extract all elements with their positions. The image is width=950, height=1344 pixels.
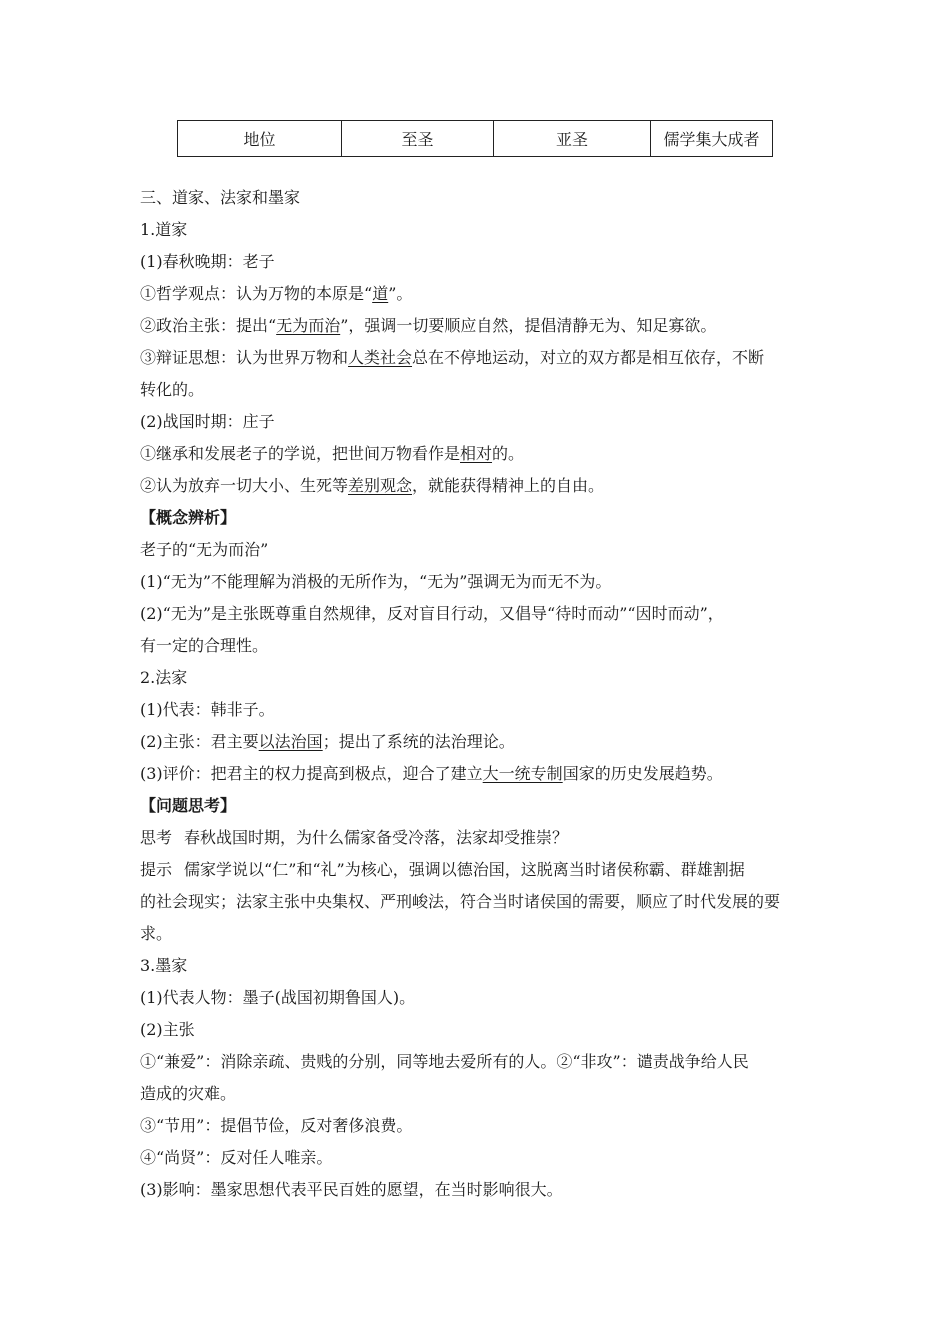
question-tag: 思考 bbox=[140, 828, 173, 847]
laozi-philosophy bbox=[140, 278, 820, 310]
keyword-unified-autocracy: 大一统专制 bbox=[482, 764, 563, 783]
table-cell-rujia: 儒学集大成者 bbox=[651, 121, 773, 157]
text-segment: 总在不停地运动，对立的双方都是相互依存，不断 bbox=[412, 348, 765, 367]
text-segment: ；提出了系统的法治理论。 bbox=[322, 732, 515, 751]
fajia-title: 2.法家 bbox=[140, 668, 188, 687]
concept-point-2-cont: 有一定的合理性。 bbox=[140, 636, 269, 655]
answer-text-cont-1: 的社会现实；法家主张中央集权、严刑峻法，符合当时诸侯国的需要，顺应了时代发展的要 bbox=[140, 892, 781, 911]
text-segment: ①哲学观点：认为万物的本原是“ bbox=[140, 284, 373, 303]
question-label: 【问题思考】 bbox=[140, 796, 237, 815]
text-segment: ①继承和发展老子的学说，把世间万物看作是 bbox=[140, 444, 461, 463]
keyword-dao: 道 bbox=[372, 284, 389, 303]
text-segment: 国家的历史发展趋势。 bbox=[562, 764, 723, 783]
keyword-wuwei: 无为而治 bbox=[276, 316, 341, 335]
fajia-evaluation bbox=[140, 758, 820, 790]
text-segment: ②认为放弃一切大小、生死等 bbox=[140, 476, 349, 495]
concept-point-2: (2)“无为”是主张既尊重自然规律，反对盲目行动，又倡导“待时而动”“因时而动”， bbox=[140, 604, 724, 623]
text-segment: 的。 bbox=[492, 444, 525, 463]
text-segment: 春秋战国时期，为什么儒家备受冷落，法家却受推崇？ bbox=[184, 828, 569, 847]
fajia-representative: (1)代表：韩非子。 bbox=[140, 700, 275, 719]
mojia-influence: (3)影响：墨家思想代表平民百姓的愿望，在当时影响很大。 bbox=[140, 1180, 563, 1199]
zhuangzi-point-2 bbox=[140, 470, 820, 502]
concept-title: 老子的“无为而治” bbox=[140, 540, 269, 559]
keyword-rule-of-law: 以法治国 bbox=[258, 732, 323, 751]
answer-text bbox=[140, 854, 820, 886]
table-cell-zhisheng: 至圣 bbox=[342, 121, 494, 157]
table-cell-yasheng: 亚圣 bbox=[494, 121, 651, 157]
text-segment: 儒家学说以“仁”和“礼”为核心，强调以德治国，这脱离当时诸侯称霸、群雄割据 bbox=[184, 860, 745, 879]
answer-text-cont-2: 求。 bbox=[140, 924, 173, 943]
status-table bbox=[177, 120, 773, 157]
daojia-title: 1.道家 bbox=[140, 220, 188, 239]
text-segment: ②政治主张：提出“ bbox=[140, 316, 277, 335]
answer-tag: 提示 bbox=[140, 860, 173, 879]
zhuangzi-heading: (2)战国时期：庄子 bbox=[140, 412, 275, 431]
zhuangzi-point-1 bbox=[140, 438, 820, 470]
laozi-politics bbox=[140, 310, 820, 342]
concept-point-1: (1)“无为”不能理解为消极的无所作为，“无为”强调无为而无不为。 bbox=[140, 572, 612, 591]
text-segment: (2)主张：君主要 bbox=[140, 732, 259, 751]
laozi-heading: (1)春秋晚期：老子 bbox=[140, 252, 275, 271]
text-segment: (3)评价：把君主的权力提高到极点，迎合了建立 bbox=[140, 764, 483, 783]
laozi-dialectics-cont: 转化的。 bbox=[140, 380, 205, 399]
mojia-claim-1-cont: 造成的灾难。 bbox=[140, 1084, 237, 1103]
keyword-relative: 相对 bbox=[460, 444, 493, 463]
table-row bbox=[178, 121, 773, 157]
concept-label: 【概念辨析】 bbox=[140, 508, 237, 527]
keyword-society: 人类社会 bbox=[348, 348, 413, 367]
text-segment: ③辩证思想：认为世界万物和 bbox=[140, 348, 349, 367]
keyword-difference: 差别观念 bbox=[348, 476, 413, 495]
mojia-title: 3.墨家 bbox=[140, 956, 188, 975]
mojia-claim-3: ③“节用”：提倡节俭，反对奢侈浪费。 bbox=[140, 1116, 413, 1135]
main-content bbox=[140, 182, 820, 1206]
laozi-dialectics bbox=[140, 342, 820, 374]
fajia-claim bbox=[140, 726, 820, 758]
text-segment: ”，强调一切要顺应自然，提倡清静无为、知足寡欲。 bbox=[340, 316, 717, 335]
mojia-claims-heading: (2)主张 bbox=[140, 1020, 195, 1039]
table-cell-status: 地位 bbox=[178, 121, 342, 157]
text-segment: ，就能获得精神上的自由。 bbox=[412, 476, 605, 495]
mojia-claim-1: ①“兼爱”：消除亲疏、贵贱的分别，同等地去爱所有的人。②“非攻”：谴责战争给人民 bbox=[140, 1052, 749, 1071]
mojia-claim-4: ④“尚贤”：反对任人唯亲。 bbox=[140, 1148, 333, 1167]
question-text bbox=[140, 822, 820, 854]
mojia-representative: (1)代表人物：墨子(战国初期鲁国人)。 bbox=[140, 988, 416, 1007]
section-heading: 三、道家、法家和墨家 bbox=[140, 188, 301, 207]
text-segment: ”。 bbox=[388, 284, 413, 303]
